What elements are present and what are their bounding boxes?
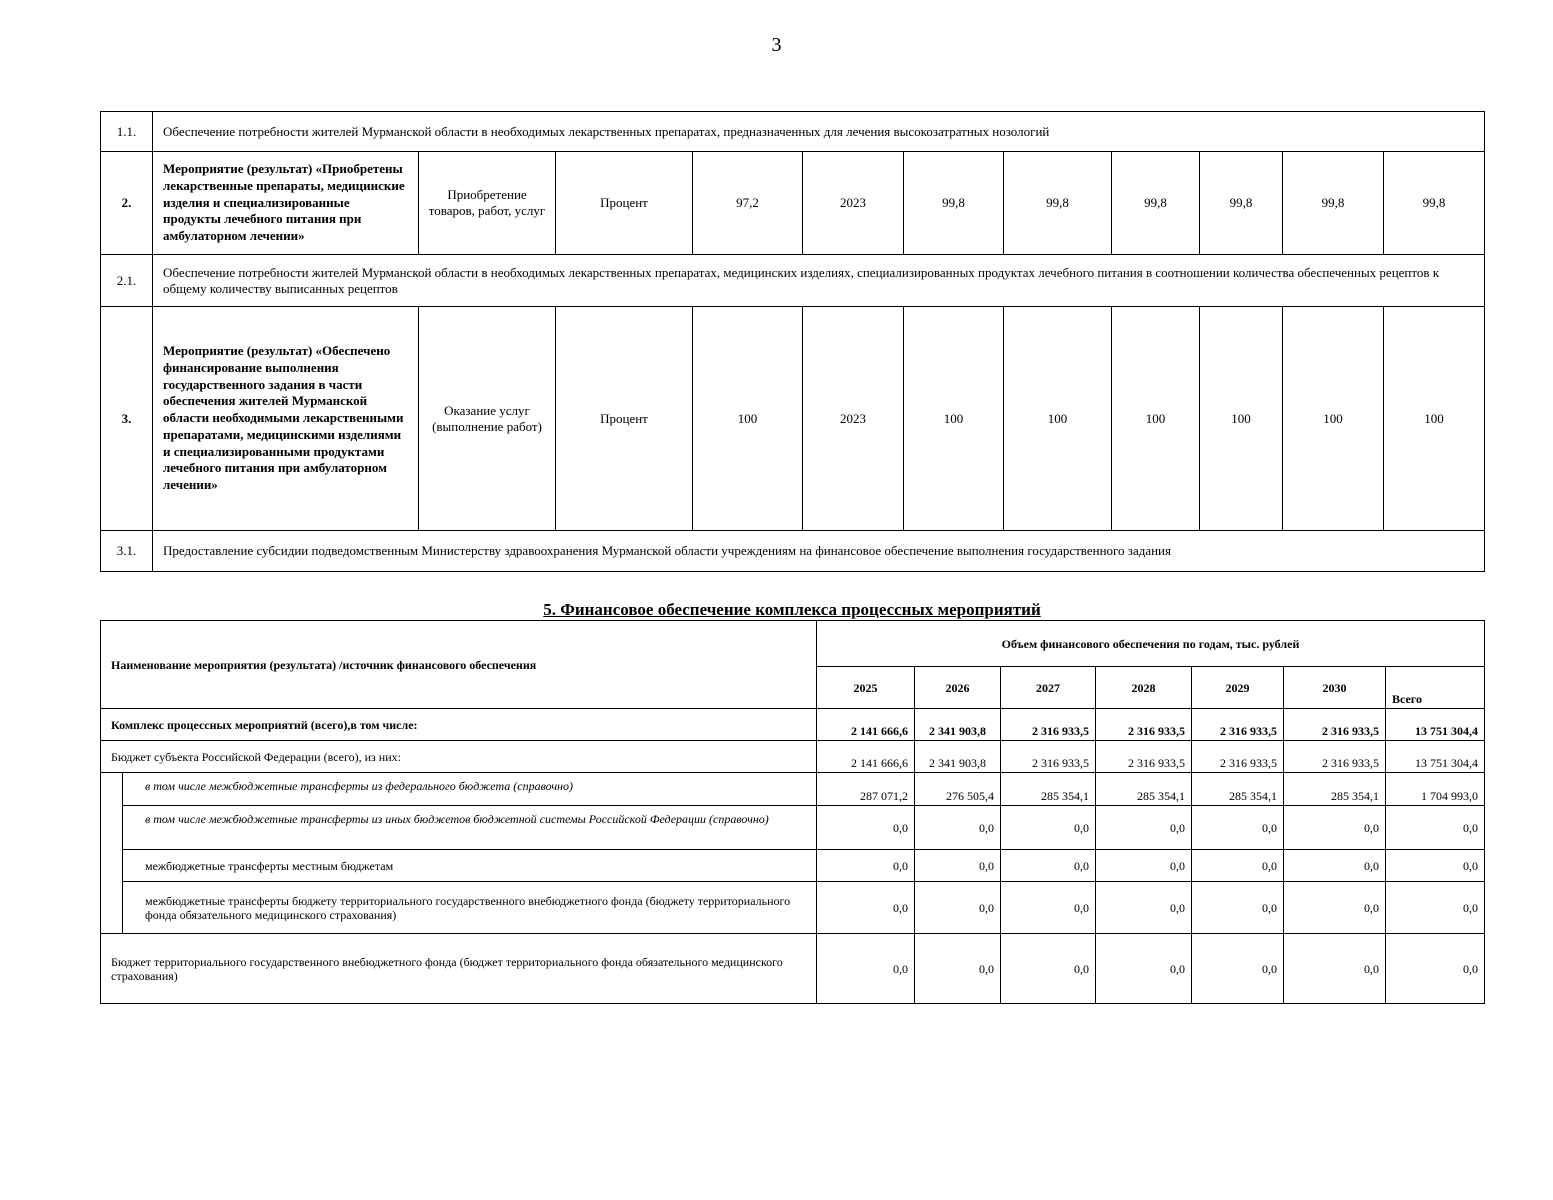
- row-number: 2.1.: [101, 255, 153, 307]
- section-title: 5. Финансовое обеспечение комплекса процессных мероприятий: [543, 600, 1041, 619]
- page-number: 3: [771, 34, 782, 56]
- name-header: Наименование мероприятия (результата) /источник финансового обеспечения: [101, 621, 817, 709]
- unit: Процент: [556, 307, 693, 531]
- table-row: [101, 621, 1485, 667]
- value-cell: 0,0: [1001, 882, 1096, 934]
- task-description: Предоставление субсидии подведомственным Министерству здравоохранения Мурманской области учреждениям на финансовое обеспечение выполнения государственного задания: [153, 531, 1485, 572]
- year-header: 2029: [1192, 667, 1284, 709]
- table-row: [101, 531, 1485, 572]
- value-cell: 100: [1200, 307, 1283, 531]
- task-description: Обеспечение потребности жителей Мурманской области в необходимых лекарственных препаратах, медицинских изделиях, специализированных продуктах лечебного питания в соотношении количества обеспеченных рецептов к общему количеству выписанных рецептов: [153, 255, 1485, 307]
- table-row: [101, 307, 1485, 531]
- value-cell: 276 505,4: [915, 773, 1001, 806]
- base-value: 100: [693, 307, 803, 531]
- table-row: [101, 255, 1485, 307]
- year-header: 2025: [817, 667, 915, 709]
- year-header: 2027: [1001, 667, 1096, 709]
- value-cell: 0,0: [1096, 934, 1192, 1004]
- value-cell: 1 704 993,0: [1386, 773, 1485, 806]
- base-year: 2023: [803, 152, 904, 255]
- volume-header: Объем финансового обеспечения по годам, тыс. рублей: [817, 621, 1485, 667]
- value-cell: 0,0: [1284, 850, 1386, 882]
- value-cell: 0,0: [817, 806, 915, 850]
- value-cell: 2 316 933,5: [1192, 741, 1284, 773]
- value-cell: 2 141 666,6: [817, 741, 915, 773]
- row-label: Бюджет субъекта Российской Федерации (всего), из них:: [101, 741, 817, 773]
- table-row: [101, 152, 1485, 255]
- base-value: 97,2: [693, 152, 803, 255]
- row-number: 3.1.: [101, 531, 153, 572]
- table-row: [101, 806, 1485, 850]
- value-cell: 0,0: [915, 806, 1001, 850]
- value-cell: 0,0: [1001, 850, 1096, 882]
- task-description: Обеспечение потребности жителей Мурманской области в необходимых лекарственных препаратах, предназначенных для лечения высокозатратных нозологий: [153, 112, 1485, 152]
- value-cell: 2 316 933,5: [1001, 741, 1096, 773]
- value-cell: 100: [1112, 307, 1200, 531]
- value-cell: 0,0: [1386, 850, 1485, 882]
- value-cell: 100: [1283, 307, 1384, 531]
- results-table: [100, 111, 1485, 572]
- value-cell: 2 341 903,8: [915, 741, 1001, 773]
- row-number: 2.: [101, 152, 153, 255]
- value-cell: 2 316 933,5: [1192, 709, 1284, 741]
- total-header: Всего: [1386, 667, 1485, 709]
- value-cell: 2 316 933,5: [1284, 741, 1386, 773]
- value-cell: 99,8: [1112, 152, 1200, 255]
- table-row: [101, 882, 1485, 934]
- row-label: в том числе межбюджетные трансферты из федерального бюджета (справочно): [123, 773, 817, 806]
- value-cell: 100: [1004, 307, 1112, 531]
- table-row: [101, 112, 1485, 152]
- value-cell: 0,0: [817, 850, 915, 882]
- value-cell: 285 354,1: [1284, 773, 1386, 806]
- value-cell: 13 751 304,4: [1386, 741, 1485, 773]
- event-type: Приобретение товаров, работ, услуг: [419, 152, 556, 255]
- value-cell: 13 751 304,4: [1386, 709, 1485, 741]
- value-cell: 0,0: [1001, 806, 1096, 850]
- value-cell: 0,0: [1096, 882, 1192, 934]
- table-row: [101, 934, 1485, 1004]
- value-cell: 0,0: [1284, 882, 1386, 934]
- row-label: Бюджет территориального государственного внебюджетного фонда (бюджет территориального фонда обязательного медицинского страхования): [101, 934, 817, 1004]
- table-row: [101, 850, 1485, 882]
- year-header: 2026: [915, 667, 1001, 709]
- event-type: Оказание услуг (выполнение работ): [419, 307, 556, 531]
- value-cell: 0,0: [1192, 850, 1284, 882]
- value-cell: 0,0: [1192, 882, 1284, 934]
- value-cell: 0,0: [1192, 806, 1284, 850]
- year-header: 2028: [1096, 667, 1192, 709]
- value-cell: 285 354,1: [1001, 773, 1096, 806]
- value-cell: 99,8: [1384, 152, 1485, 255]
- indent-cell: [101, 773, 123, 934]
- value-cell: 0,0: [1096, 850, 1192, 882]
- table-row: [101, 741, 1485, 773]
- value-cell: 0,0: [1386, 882, 1485, 934]
- table-row: [101, 709, 1485, 741]
- value-cell: 0,0: [1192, 934, 1284, 1004]
- table-row: [101, 773, 1485, 806]
- row-number: 3.: [101, 307, 153, 531]
- value-cell: 99,8: [1200, 152, 1283, 255]
- value-cell: 0,0: [1284, 806, 1386, 850]
- row-label: межбюджетные трансферты бюджету территориального государственного внебюджетного фонда (бюджету территориального фонда обязательного медицинского страхования): [123, 882, 817, 934]
- value-cell: 99,8: [904, 152, 1004, 255]
- event-name: Мероприятие (результат) «Обеспечено финансирование выполнения государственного задания в части обеспечения жителей Мурманской области необходимыми лекарственными препаратами, медицинскими изделиями и специализированными продуктами лечебного питания при амбулаторном лечении»: [153, 307, 419, 531]
- value-cell: 0,0: [1096, 806, 1192, 850]
- value-cell: 287 071,2: [817, 773, 915, 806]
- value-cell: 99,8: [1283, 152, 1384, 255]
- value-cell: 0,0: [915, 934, 1001, 1004]
- row-label: Комплекс процессных мероприятий (всего),в том числе:: [101, 709, 817, 741]
- value-cell: 0,0: [915, 882, 1001, 934]
- year-header: 2030: [1284, 667, 1386, 709]
- unit: Процент: [556, 152, 693, 255]
- row-number: 1.1.: [101, 112, 153, 152]
- value-cell: 0,0: [1001, 934, 1096, 1004]
- value-cell: 2 316 933,5: [1096, 741, 1192, 773]
- event-name: Мероприятие (результат) «Приобретены лекарственные препараты, медицинские изделия и специализированные продукты лечебного питания при амбулаторном лечении»: [153, 152, 419, 255]
- value-cell: 2 316 933,5: [1001, 709, 1096, 741]
- base-year: 2023: [803, 307, 904, 531]
- value-cell: 0,0: [817, 934, 915, 1004]
- value-cell: 0,0: [915, 850, 1001, 882]
- value-cell: 0,0: [1284, 934, 1386, 1004]
- value-cell: 0,0: [1386, 934, 1485, 1004]
- value-cell: 0,0: [1386, 806, 1485, 850]
- row-label: межбюджетные трансферты местным бюджетам: [123, 850, 817, 882]
- value-cell: 2 141 666,6: [817, 709, 915, 741]
- value-cell: 99,8: [1004, 152, 1112, 255]
- row-label: в том числе межбюджетные трансферты из иных бюджетов бюджетной системы Российской Федерации (справочно): [123, 806, 817, 850]
- value-cell: 100: [1384, 307, 1485, 531]
- value-cell: 100: [904, 307, 1004, 531]
- value-cell: 2 316 933,5: [1096, 709, 1192, 741]
- value-cell: 285 354,1: [1096, 773, 1192, 806]
- value-cell: 285 354,1: [1192, 773, 1284, 806]
- value-cell: 2 316 933,5: [1284, 709, 1386, 741]
- financing-table: [100, 620, 1485, 1004]
- value-cell: 0,0: [817, 882, 915, 934]
- value-cell: 2 341 903,8: [915, 709, 1001, 741]
